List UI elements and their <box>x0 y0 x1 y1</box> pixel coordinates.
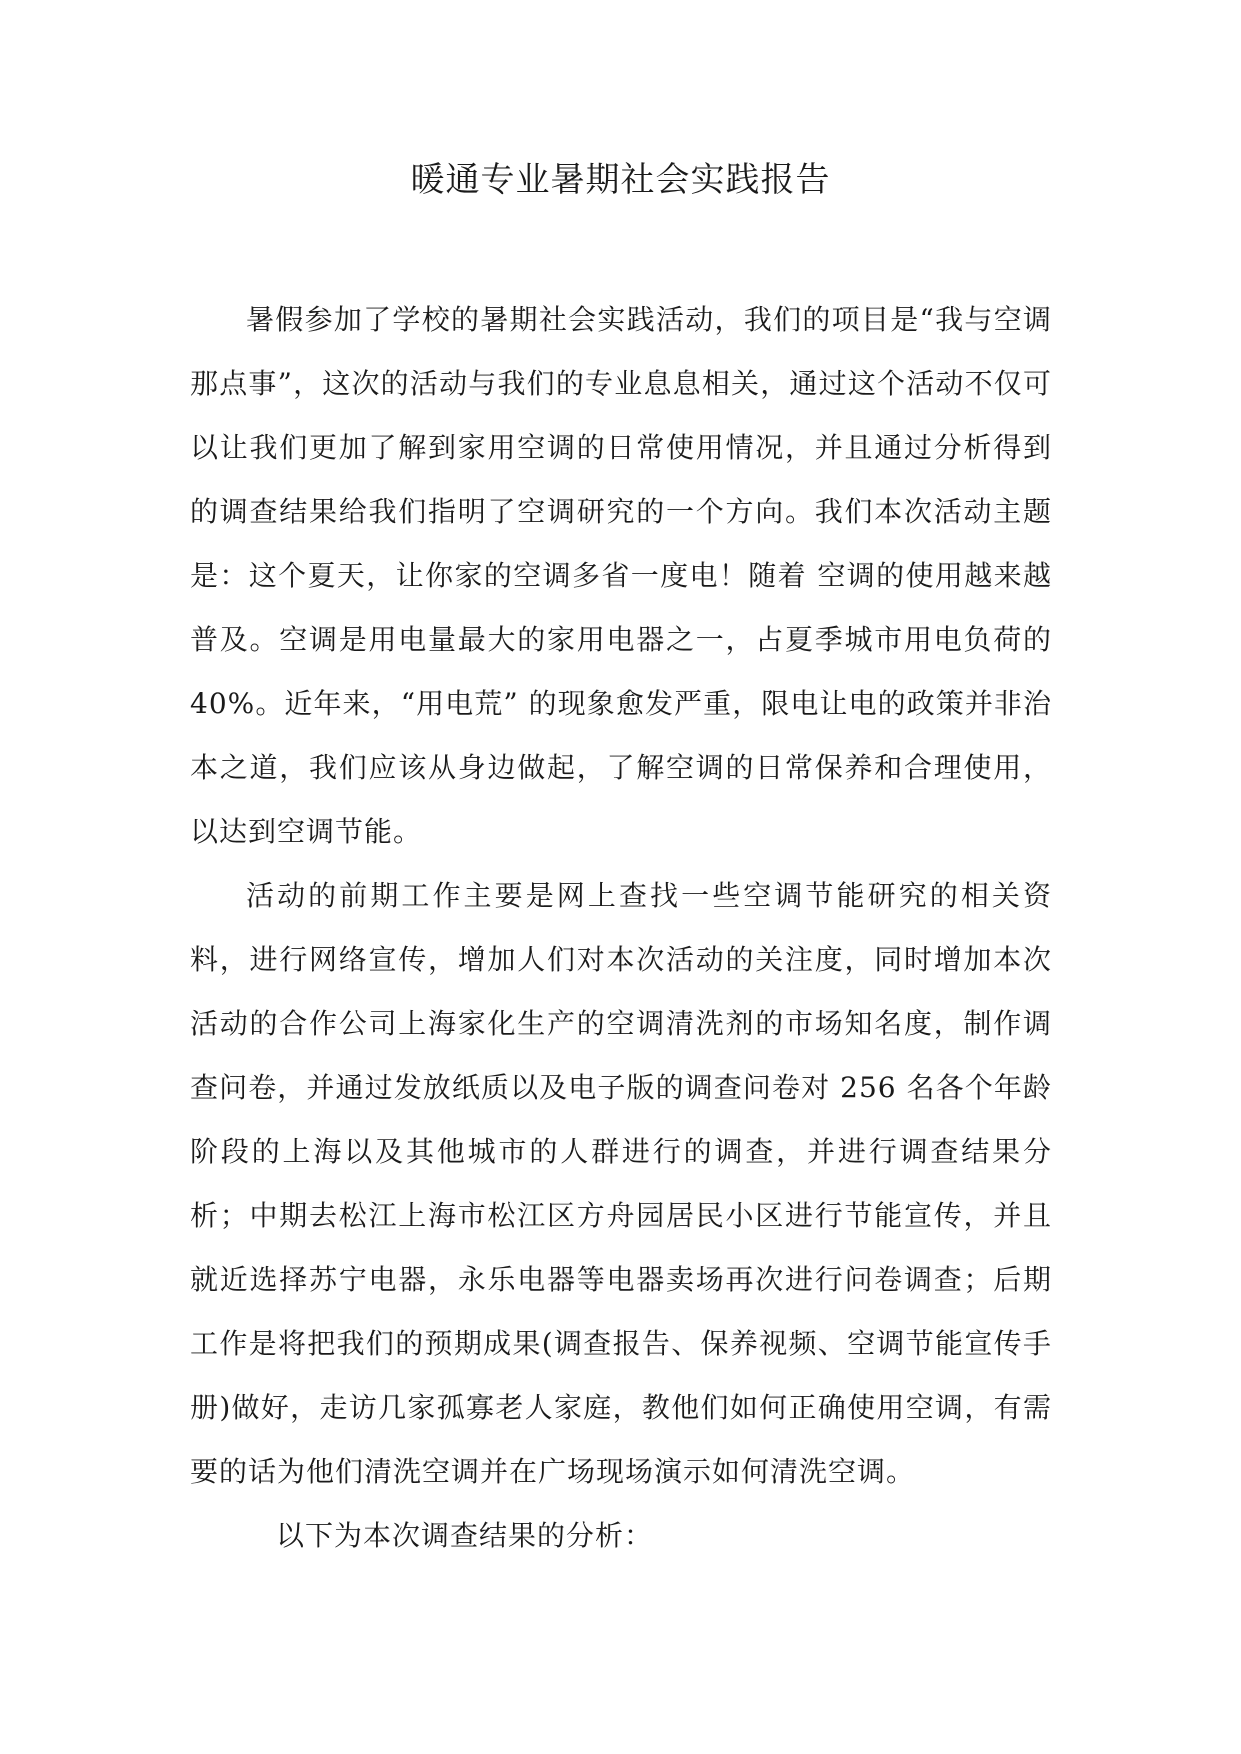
paragraph-analysis-lead: 以下为本次调查结果的分析： <box>276 1519 654 1552</box>
paragraph-intro: 暑假参加了学校的暑期社会实践活动，我们的项目是“我与空调那点事”，这次的活动与我们的专业息息相关，通过这个活动不仅可以让我们更加了解到家用空调的日常使用情况，并且通过分析得到的调查结果给我们指明了空调研究的一个方向。我们本次活动主题是：这个夏天，让你家的空调多省一度电！随着 空调的使用越来越普及。空调是用电量最大的家用电器之一，占夏季城市用电负荷的 40%。近年来，“用电荒” 的现象愈发严重，限电让电的政策并非治本之道，我们应该从身边做起，了解空调的日常保养和合理使用，以达到空调节能。 <box>190 303 1052 848</box>
document-body <box>190 288 1052 1568</box>
document-title: 暖通专业暑期社会实践报告 <box>410 160 831 200</box>
paragraph-activity: 活动的前期工作主要是网上查找一些空调节能研究的相关资料，进行网络宣传，增加人们对本次活动的关注度，同时增加本次活动的合作公司上海家化生产的空调清洗剂的市场知名度，制作调查问卷，并通过发放纸质以及电子版的调查问卷对 256 名各个年龄阶段的上海以及其他城市的人群进行的调查，并进行调查结果分析；中期去松江上海市松江区方舟园居民小区进行节能宣传，并且就近选择苏宁电器，永乐电器等电器卖场再次进行问卷调查；后期工作是将把我们的预期成果(调查报告、保养视频、空调节能宣传手册)做好，走访几家孤寡老人家庭，教他们如何正确使用空调，有需要的话为他们清洗空调并在广场现场演示如何清洗空调。 <box>190 879 1052 1488</box>
